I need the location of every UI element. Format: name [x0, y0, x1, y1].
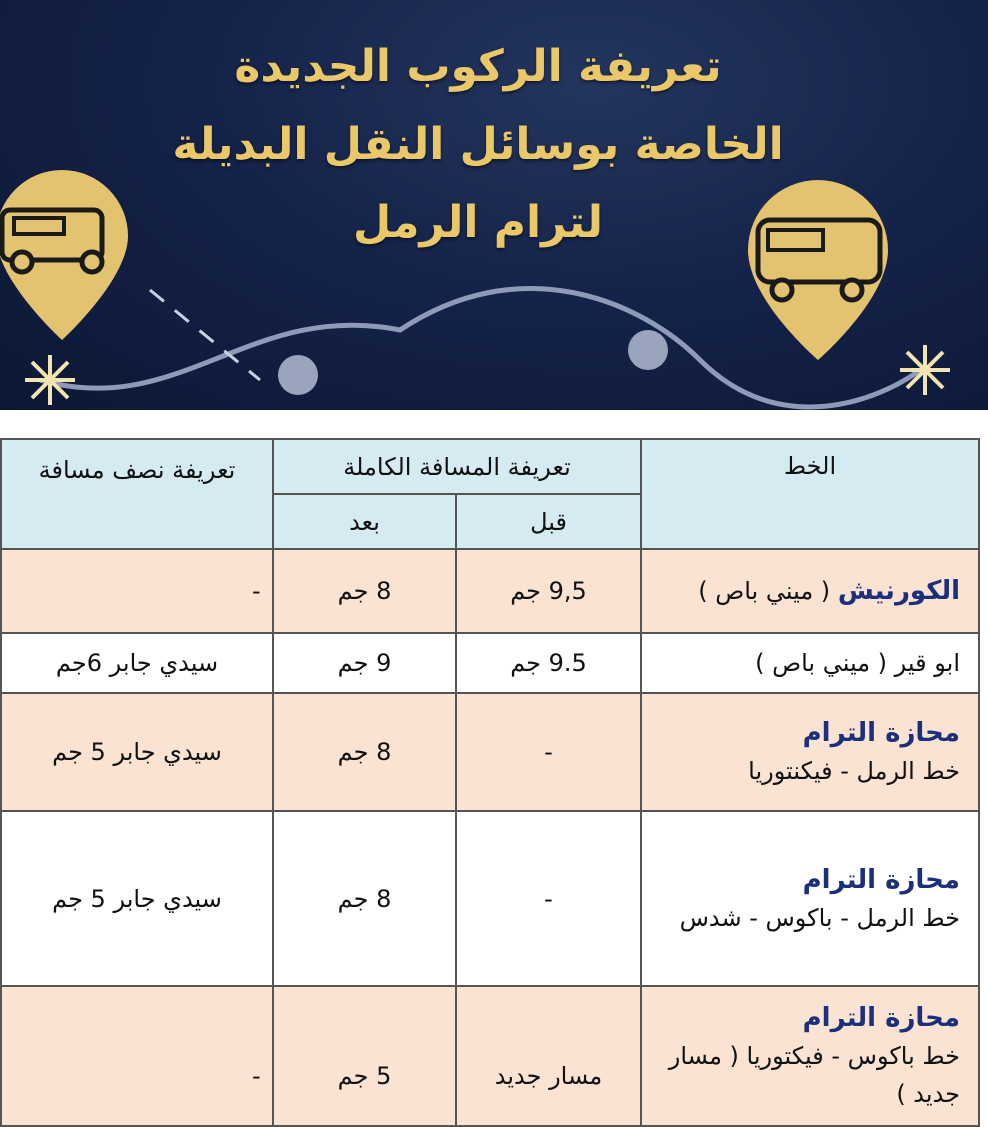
- line-cell: [641, 693, 979, 811]
- after-fare: 8 جم: [273, 549, 456, 633]
- line-highlight: محازة الترام: [802, 718, 961, 748]
- before-fare: -: [456, 811, 641, 986]
- header-full-fare: تعريفة المسافة الكاملة: [273, 439, 641, 494]
- line-text: ( ميني باص ): [698, 577, 831, 605]
- line-highlight: محازة الترام: [802, 1003, 961, 1033]
- sparkle-icon: [900, 345, 950, 395]
- line-cell: [641, 811, 979, 986]
- table-row: [1, 633, 979, 693]
- before-fare: 9,5 جم: [456, 549, 641, 633]
- half-fare: سيدي جابر 5 جم: [1, 693, 273, 811]
- header-banner: [0, 0, 988, 410]
- before-fare: مسار جديد: [456, 986, 641, 1126]
- before-fare: 9.5 جم: [456, 633, 641, 693]
- table-row: [1, 693, 979, 811]
- half-fare: -: [1, 549, 273, 633]
- half-fare: سيدي جابر 5 جم: [1, 811, 273, 986]
- line-highlight: محازة الترام: [802, 864, 961, 895]
- after-fare: 8 جم: [273, 693, 456, 811]
- table-row: [1, 549, 979, 633]
- title-line-1: تعريفة الركوب الجديدة: [234, 41, 722, 92]
- line-cell: [641, 986, 979, 1126]
- line-text: ابو قير ( ميني باص ): [755, 649, 961, 677]
- fare-table: [0, 438, 980, 1127]
- line-highlight: الكورنيش: [837, 576, 961, 606]
- half-fare: -: [1, 986, 273, 1126]
- line-cell: [641, 633, 979, 693]
- dashed-route: [150, 290, 260, 380]
- header-line: الخط: [641, 439, 979, 549]
- before-fare: -: [456, 693, 641, 811]
- table-row: [1, 811, 979, 986]
- header-after: بعد: [273, 494, 456, 549]
- route-stop-dot: [628, 330, 668, 370]
- line-text: خط الرمل - باكوس - شدس: [679, 903, 961, 932]
- sparkle-icon: [25, 355, 75, 405]
- title-line-3: لترام الرمل: [353, 197, 603, 248]
- half-fare: سيدي جابر 6جم: [1, 633, 273, 693]
- title-line-2: الخاصة بوسائل النقل البديلة: [172, 119, 784, 170]
- route-stop-dot: [278, 355, 318, 395]
- line-text: خط الرمل - فيكنتوريا: [748, 757, 961, 785]
- line-cell: [641, 549, 979, 633]
- after-fare: 9 جم: [273, 633, 456, 693]
- table-row: [1, 986, 979, 1126]
- header-before: قبل: [456, 494, 641, 549]
- line-text: خط باكوس - فيكتوريا ( مسار جديد ): [668, 1042, 961, 1108]
- after-fare: 5 جم: [273, 986, 456, 1126]
- header-half-fare: تعريفة نصف مسافة: [1, 439, 273, 549]
- banner-title: [98, 28, 858, 262]
- after-fare: 8 جم: [273, 811, 456, 986]
